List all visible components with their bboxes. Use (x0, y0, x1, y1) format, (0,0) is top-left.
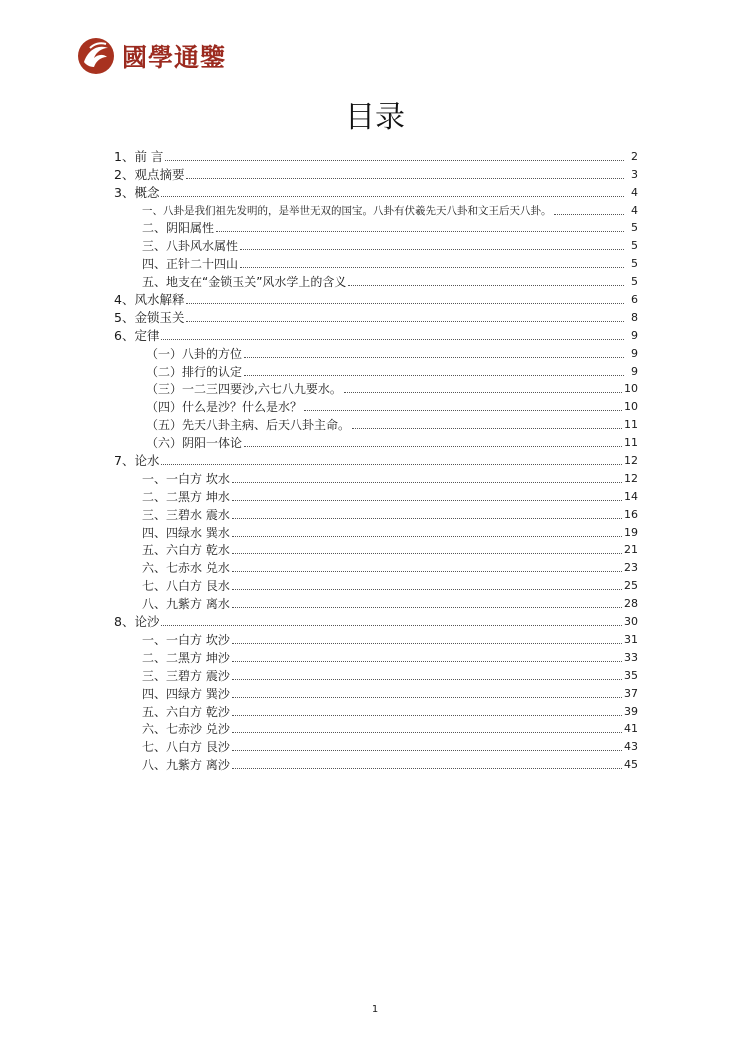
toc-entry[interactable] (114, 504, 638, 522)
toc-dot-leader (232, 661, 622, 662)
toc-entry-label: 五、地支在“金锁玉关”风水学上的含义 (142, 275, 347, 290)
toc-entry-page: 28 (624, 597, 638, 611)
toc-entry-page: 2 (631, 149, 638, 163)
toc-entry-page: 30 (624, 615, 638, 629)
toc-dot-leader (554, 214, 625, 215)
toc-entry-label: 二、阴阳属性 (142, 221, 215, 236)
toc-entry-page: 45 (624, 758, 638, 772)
toc-entry[interactable] (114, 379, 638, 397)
toc-dot-leader (232, 589, 622, 590)
table-of-contents (114, 146, 638, 772)
toc-dot-leader (244, 375, 624, 376)
toc-entry-label: 1、前 言 (114, 148, 164, 164)
toc-dot-leader (244, 446, 622, 447)
toc-dot-leader (232, 643, 622, 644)
toc-entry-page: 9 (631, 328, 638, 342)
toc-entry[interactable] (114, 611, 638, 629)
toc-entry-page: 14 (624, 489, 638, 503)
toc-entry[interactable] (114, 325, 638, 343)
toc-entry[interactable] (114, 414, 638, 432)
toc-entry-page: 19 (624, 525, 638, 539)
toc-entry-label: 六、七赤沙 兑沙 (142, 722, 230, 737)
toc-entry-page: 5 (631, 239, 638, 253)
toc-entry[interactable] (114, 522, 638, 540)
toc-entry-page: 31 (624, 632, 638, 646)
toc-entry[interactable] (114, 629, 638, 647)
toc-entry[interactable] (114, 593, 638, 611)
toc-dot-leader (186, 178, 624, 179)
toc-entry-label: 八、九紫方 离水 (142, 597, 230, 612)
toc-entry-page: 9 (631, 346, 638, 360)
toc-entry[interactable] (114, 164, 638, 182)
toc-entry-label: 四、四绿水 巽水 (142, 525, 230, 540)
toc-entry-page: 5 (631, 275, 638, 289)
toc-dot-leader (352, 428, 622, 429)
toc-entry-label: 一、一白方 坎水 (142, 471, 230, 486)
toc-entry[interactable] (114, 146, 638, 164)
toc-dot-leader (161, 339, 624, 340)
toc-entry[interactable] (114, 271, 638, 289)
toc-entry-label: 四、四绿方 巽沙 (142, 686, 230, 701)
toc-entry-label: 五、六白方 乾水 (142, 543, 230, 558)
toc-entry-page: 33 (624, 650, 638, 664)
toc-entry[interactable] (114, 432, 638, 450)
toc-dot-leader (161, 196, 624, 197)
toc-entry-label: 6、定律 (114, 327, 160, 343)
toc-entry-page: 43 (624, 740, 638, 754)
toc-dot-leader (344, 392, 622, 393)
toc-entry-label: 4、风水解释 (114, 292, 185, 308)
toc-entry-page: 39 (624, 704, 638, 718)
toc-entry-page: 21 (624, 543, 638, 557)
toc-dot-leader (348, 285, 624, 286)
toc-dot-leader (232, 768, 622, 769)
toc-entry[interactable] (114, 736, 638, 754)
toc-dot-leader (165, 160, 624, 161)
toc-entry-label: （三）一二三四要沙,六七八九要水。 (146, 382, 342, 397)
toc-dot-leader (232, 715, 622, 716)
toc-entry-label: 三、八卦风水属性 (142, 239, 239, 254)
brand-logo (76, 34, 226, 78)
toc-entry-label: 三、三碧水 震水 (142, 507, 230, 522)
toc-dot-leader (186, 321, 624, 322)
toc-entry[interactable] (114, 701, 638, 719)
phoenix-logo-icon (76, 36, 116, 76)
toc-entry-page: 16 (624, 507, 638, 521)
toc-entry-label: 二、二黑方 坤水 (142, 489, 230, 504)
toc-entry-label: 八、九紫方 离沙 (142, 758, 230, 773)
toc-entry-label: 3、概念 (114, 184, 160, 200)
toc-dot-leader (232, 571, 622, 572)
toc-entry[interactable] (114, 450, 638, 468)
toc-dot-leader (304, 410, 622, 411)
toc-entry-page: 9 (631, 364, 638, 378)
toc-entry[interactable] (114, 289, 638, 307)
toc-entry-label: 三、三碧方 震沙 (142, 668, 230, 683)
toc-entry-label: 5、金锁玉关 (114, 309, 185, 325)
toc-dot-leader (186, 303, 624, 304)
toc-entry-label: 一、一白方 坎沙 (142, 632, 230, 647)
toc-entry-page: 35 (624, 668, 638, 682)
toc-dot-leader (232, 679, 622, 680)
toc-entry-label: （六）阴阳一体论 (146, 436, 243, 451)
toc-entry[interactable] (114, 343, 638, 361)
toc-entry-label: 七、八白方 艮沙 (142, 740, 230, 755)
toc-entry[interactable] (114, 235, 638, 253)
toc-entry-page: 3 (631, 167, 638, 181)
toc-entry[interactable] (114, 253, 638, 271)
toc-entry-page: 12 (624, 454, 638, 468)
toc-entry[interactable] (114, 557, 638, 575)
toc-dot-leader (240, 249, 624, 250)
toc-entry-label: 一、八卦是我们祖先发明的，是举世无双的国宝。八卦有伏羲先天八卦和文王后天八卦。 (142, 204, 552, 217)
toc-dot-leader (232, 518, 622, 519)
toc-entry-page: 11 (624, 418, 638, 432)
toc-entry-label: 四、正针二十四山 (142, 257, 239, 272)
toc-dot-leader (232, 553, 622, 554)
toc-entry-page: 4 (631, 203, 638, 217)
toc-entry-page: 37 (624, 686, 638, 700)
toc-entry-page: 11 (624, 436, 638, 450)
toc-entry[interactable] (114, 218, 638, 236)
toc-dot-leader (232, 536, 622, 537)
toc-entry-page: 10 (624, 382, 638, 396)
page-number: 1 (371, 1004, 379, 1015)
toc-dot-leader (244, 357, 624, 358)
toc-entry-label: 8、论沙 (114, 614, 160, 630)
toc-entry[interactable] (114, 200, 638, 218)
toc-entry-page: 5 (631, 257, 638, 271)
toc-entry[interactable] (114, 396, 638, 414)
toc-entry[interactable] (114, 575, 638, 593)
toc-dot-leader (240, 267, 624, 268)
toc-entry[interactable] (114, 540, 638, 558)
toc-entry-label: 2、观点摘要 (114, 166, 185, 182)
toc-entry[interactable] (114, 486, 638, 504)
toc-entry-label: 五、六白方 乾沙 (142, 704, 230, 719)
toc-entry-page: 23 (624, 561, 638, 575)
toc-entry[interactable] (114, 719, 638, 737)
toc-dot-leader (161, 625, 622, 626)
toc-entry-label: （二）排行的认定 (146, 364, 243, 379)
toc-entry-page: 4 (631, 185, 638, 199)
toc-entry[interactable] (114, 754, 638, 772)
toc-entry[interactable] (114, 468, 638, 486)
toc-entry[interactable] (114, 683, 638, 701)
page-title: 目录 (345, 100, 405, 135)
toc-entry[interactable] (114, 665, 638, 683)
toc-entry[interactable] (114, 307, 638, 325)
logo-text: 國學通鑒 (122, 43, 227, 72)
toc-dot-leader (232, 697, 622, 698)
toc-entry-label: （五）先天八卦主病、后天八卦主命。 (146, 418, 351, 433)
toc-entry-page: 10 (624, 400, 638, 414)
toc-entry-label: 六、七赤水 兑水 (142, 561, 230, 576)
toc-dot-leader (232, 482, 622, 483)
toc-entry-label: （一）八卦的方位 (146, 346, 243, 361)
toc-entry[interactable] (114, 361, 638, 379)
toc-entry-label: 7、论水 (114, 453, 160, 469)
toc-entry-page: 12 (624, 471, 638, 485)
toc-entry-page: 41 (624, 722, 638, 736)
toc-dot-leader (161, 464, 622, 465)
toc-entry-page: 25 (624, 579, 638, 593)
toc-entry-label: （四）什么是沙？什么是水？ (146, 400, 303, 415)
toc-dot-leader (232, 500, 622, 501)
toc-dot-leader (232, 607, 622, 608)
toc-entry-label: 二、二黑方 坤沙 (142, 650, 230, 665)
toc-dot-leader (216, 231, 624, 232)
toc-dot-leader (232, 732, 622, 733)
toc-entry-label: 七、八白方 艮水 (142, 579, 230, 594)
toc-entry-page: 8 (631, 310, 638, 324)
toc-entry[interactable] (114, 182, 638, 200)
toc-entry-page: 5 (631, 221, 638, 235)
toc-entry[interactable] (114, 647, 638, 665)
toc-entry-page: 6 (631, 293, 638, 307)
toc-dot-leader (232, 750, 622, 751)
